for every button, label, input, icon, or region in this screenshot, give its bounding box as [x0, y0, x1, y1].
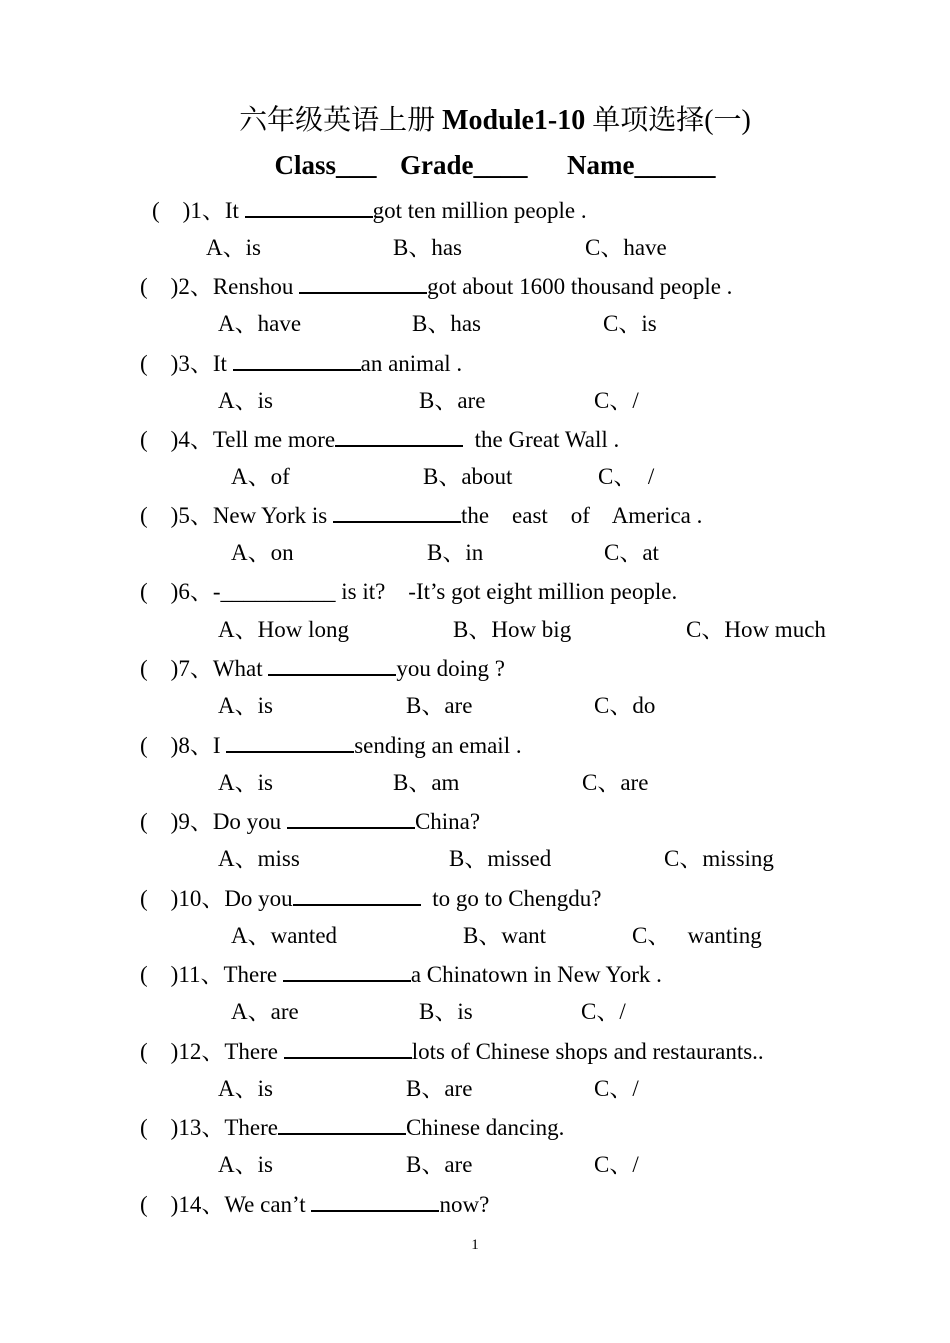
- option-c[interactable]: C、How much: [686, 617, 826, 642]
- question-text-tail: got about 1600 thousand people .: [427, 274, 733, 299]
- question-text-tail: lots of Chinese shops and restaurants..: [411, 1039, 764, 1064]
- option-c[interactable]: C、 wanting: [632, 923, 762, 948]
- question-text-tail: a Chinatown in New York .: [410, 962, 662, 987]
- question-text: ( )14、We can’t: [140, 1192, 312, 1217]
- question-text: ( )3、It: [140, 351, 233, 376]
- question-text: ( )5、New York is: [140, 503, 333, 528]
- question-text-tail: to go to Chengdu?: [420, 886, 602, 911]
- title-suffix: 单项选择(一): [585, 105, 751, 136]
- question-13: [140, 1113, 564, 1142]
- question-text-tail: now?: [439, 1192, 490, 1217]
- question-text: ( )4、Tell me more: [140, 427, 336, 452]
- option-b[interactable]: B、are: [419, 388, 486, 413]
- grade-label: Grade____: [400, 150, 528, 180]
- option-b[interactable]: B、am: [393, 770, 460, 795]
- question-text: ( )2、Renshou: [140, 274, 300, 299]
- option-a[interactable]: A、is: [218, 693, 273, 718]
- option-a[interactable]: A、on: [231, 540, 294, 565]
- page-title: [0, 103, 950, 139]
- option-a[interactable]: A、miss: [218, 846, 300, 871]
- question-8: [140, 731, 522, 760]
- question-text-tail: China?: [414, 809, 481, 834]
- question-11: [140, 960, 662, 989]
- answer-blank[interactable]: [299, 272, 427, 294]
- option-c[interactable]: C、/: [594, 388, 639, 413]
- question-14: [140, 1190, 489, 1219]
- question-text-tail: sending an email .: [354, 733, 522, 758]
- option-a[interactable]: A、of: [231, 464, 290, 489]
- title-cn: 六年级英语上册: [239, 105, 443, 136]
- title-module: Module1-10: [442, 105, 586, 136]
- answer-blank[interactable]: [335, 425, 463, 447]
- question-10: [140, 884, 601, 913]
- question-4: [140, 425, 619, 454]
- question-text: ( )12、There: [140, 1039, 284, 1064]
- option-a[interactable]: A、How long: [218, 617, 349, 642]
- option-c[interactable]: C、missing: [664, 846, 774, 871]
- class-label: Class___: [274, 150, 377, 180]
- option-a[interactable]: A、wanted: [231, 923, 338, 948]
- question-5: [140, 501, 702, 530]
- question-text-tail: Chinese dancing.: [405, 1115, 565, 1140]
- student-info-line: [0, 148, 950, 182]
- option-a[interactable]: A、have: [218, 311, 302, 336]
- option-a[interactable]: A、is: [218, 1152, 273, 1177]
- question-1: [152, 196, 587, 225]
- question-text: ( )13、There: [140, 1115, 278, 1140]
- option-a[interactable]: A、is: [218, 1076, 273, 1101]
- option-a[interactable]: A、is: [218, 770, 273, 795]
- answer-blank[interactable]: [278, 1113, 406, 1135]
- answer-blank[interactable]: [233, 349, 361, 371]
- option-c[interactable]: C、do: [594, 693, 656, 718]
- answer-blank[interactable]: [245, 196, 373, 218]
- question-text-tail: you doing ?: [396, 656, 505, 681]
- question-9: [140, 807, 480, 836]
- option-a[interactable]: A、is: [218, 388, 273, 413]
- option-c[interactable]: C、/: [594, 1152, 639, 1177]
- option-c[interactable]: C、/: [581, 999, 626, 1024]
- option-b[interactable]: B、are: [406, 693, 473, 718]
- option-a[interactable]: A、are: [231, 999, 299, 1024]
- option-b[interactable]: B、How big: [453, 617, 572, 642]
- option-c[interactable]: C、have: [585, 235, 667, 260]
- question-7: [140, 654, 505, 683]
- answer-blank[interactable]: [311, 1190, 439, 1212]
- option-b[interactable]: B、are: [406, 1076, 473, 1101]
- option-c[interactable]: C、/: [594, 1076, 639, 1101]
- answer-blank[interactable]: [226, 731, 354, 753]
- option-a[interactable]: A、is: [206, 235, 261, 260]
- answer-blank[interactable]: [268, 654, 396, 676]
- option-b[interactable]: B、has: [412, 311, 481, 336]
- question-text: ( )6、-__________ is it? -It’s got eight million people.: [140, 579, 678, 604]
- question-text: ( )11、There: [140, 962, 283, 987]
- option-b[interactable]: B、has: [393, 235, 462, 260]
- question-text-tail: an animal .: [360, 351, 463, 376]
- answer-blank[interactable]: [283, 960, 411, 982]
- question-text-tail: the east of America .: [460, 503, 703, 528]
- answer-blank[interactable]: [333, 501, 461, 523]
- option-b[interactable]: B、missed: [449, 846, 552, 871]
- question-text-tail: got ten million people .: [372, 198, 587, 223]
- question-12: [140, 1037, 764, 1066]
- option-b[interactable]: B、in: [427, 540, 484, 565]
- question-text: ( )8、I: [140, 733, 227, 758]
- question-text: ( )1、It: [152, 198, 245, 223]
- option-c[interactable]: C、is: [603, 311, 657, 336]
- option-b[interactable]: B、is: [419, 999, 473, 1024]
- answer-blank[interactable]: [287, 807, 415, 829]
- question-6: [140, 578, 677, 606]
- question-text: ( )7、What: [140, 656, 269, 681]
- name-label: Name______: [567, 150, 716, 180]
- question-text-tail: the Great Wall .: [463, 427, 620, 452]
- option-c[interactable]: C、at: [604, 540, 659, 565]
- option-c[interactable]: C、are: [582, 770, 649, 795]
- question-3: [140, 349, 462, 378]
- answer-blank[interactable]: [293, 884, 421, 906]
- question-text: ( )10、Do you: [140, 886, 293, 911]
- option-b[interactable]: B、want: [463, 923, 547, 948]
- question-text: ( )9、Do you: [140, 809, 287, 834]
- option-b[interactable]: B、about: [423, 464, 513, 489]
- page-number: 1: [471, 1237, 479, 1253]
- answer-blank[interactable]: [284, 1037, 412, 1059]
- option-b[interactable]: B、are: [406, 1152, 473, 1177]
- question-2: [140, 272, 732, 301]
- option-c[interactable]: C、 /: [598, 464, 655, 489]
